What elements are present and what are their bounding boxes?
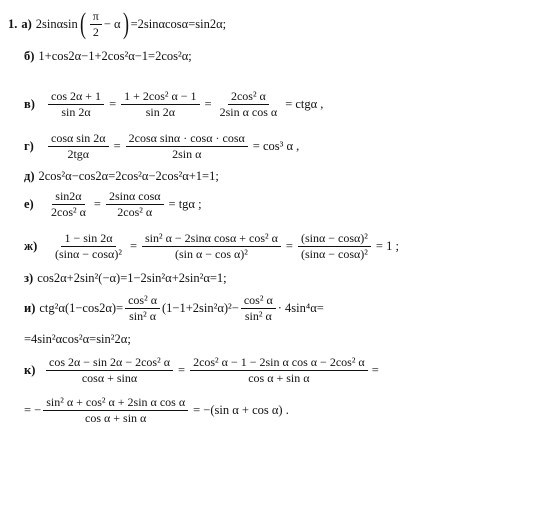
numerator: 2cos² α − 1 − 2sin α cos α − 2cos² α [190, 356, 368, 371]
numerator: cos 2α − sin 2α − 2cos² α [46, 356, 173, 371]
item-k-tail: = [371, 362, 379, 377]
numerator: sin² α + cos² α + 2sin α cos α [43, 396, 188, 411]
item-v-fraction-1 [48, 90, 104, 119]
denominator: 2sin α [172, 146, 202, 161]
denominator: sin² α [244, 308, 272, 323]
item-d [24, 166, 219, 186]
item-g-label: г) [24, 138, 34, 153]
equals-sign: = [109, 96, 117, 111]
denominator: 2cos² α [117, 204, 153, 219]
numerator: 2cosα sinα · cosα · cosα [126, 132, 248, 147]
equals-sign: = [93, 196, 101, 211]
item-b-text: 1+cos2α−1+2cos²α−1=2cos²α; [38, 48, 192, 63]
denominator: (sinα − cosα)² [55, 246, 122, 261]
item-k-result: = −(sin α + cos α) . [193, 402, 289, 417]
numerator: cos 2α + 1 [48, 90, 104, 105]
item-a-part2: =2sinαcosα=sin2α; [130, 16, 227, 31]
item-e-fraction-2 [106, 190, 164, 219]
item-i-label: и) [24, 300, 36, 315]
item-e-result: = tgα ; [168, 196, 202, 211]
right-paren: ) [122, 7, 129, 40]
item-k [24, 352, 379, 388]
item-g [24, 128, 299, 164]
item-d-text: 2cos²α−cos2α=2cos²α−2cos²α+1=1; [38, 168, 219, 183]
item-a-frac-den: 2 [92, 24, 99, 39]
item-zh-fraction-1 [52, 232, 125, 261]
item-e-label: е) [24, 196, 34, 211]
denominator: cos α + sin α [85, 410, 147, 425]
denominator: (sinα − cosα)² [300, 246, 368, 261]
item-k-lead2: = − [24, 402, 42, 417]
item-i-part2: (1−1+2sin²α)²− [161, 300, 239, 315]
equals-sign: = [129, 238, 137, 253]
item-b [24, 46, 192, 66]
denominator: sin² α [129, 308, 156, 323]
item-i-fraction-2 [241, 294, 276, 323]
numerator: cosα sin 2α [48, 132, 109, 147]
item-k-label: к) [24, 362, 36, 377]
item-a-frac-num: π [90, 10, 102, 25]
item-i-line-2 [24, 330, 131, 348]
item-zh-result: = 1 ; [375, 238, 399, 253]
equals-sign: = [113, 138, 121, 153]
item-g-fraction-2 [126, 132, 248, 161]
item-g-result: = cos³ α , [252, 138, 300, 153]
item-v-fraction-3 [217, 90, 281, 119]
item-e [24, 186, 202, 222]
item-z-text: cos2α+2sin²(−α)=1−2sin²α+2sin²α=1; [37, 270, 227, 285]
denominator: (sin α − cos α)² [174, 246, 248, 261]
item-d-label: д) [24, 168, 35, 183]
item-zh-label: ж) [24, 238, 38, 253]
numerator: (sinα − cosα)² [298, 232, 371, 247]
numerator: 2sinα cosα [106, 190, 164, 205]
item-zh [24, 226, 399, 266]
item-b-label: б) [24, 48, 35, 63]
item-z-label: з) [24, 270, 34, 285]
item-k-fraction-3 [43, 396, 188, 425]
numerator: sin2α [52, 190, 84, 205]
equals-sign: = [285, 238, 293, 253]
numerator: 1 + 2cos² α − 1 [121, 90, 199, 105]
item-e-fraction-1 [48, 190, 89, 219]
item-i-part1: ctg²α(1−cos2α)= [39, 300, 124, 315]
denominator: sin 2α [61, 104, 91, 119]
numerator: 2cos² α [228, 90, 269, 105]
item-i-line2-text: =4sin²αcos²α=sin²2α; [24, 331, 131, 346]
numerator: cos² α [125, 294, 160, 309]
item-a-fraction [90, 10, 102, 39]
equals-sign: = [178, 362, 186, 377]
item-k-fraction-2 [190, 356, 368, 385]
equals-sign: = [204, 96, 212, 111]
item-g-fraction-1 [48, 132, 109, 161]
denominator: 2sin α cos α [219, 104, 278, 119]
item-a-label: а) [21, 16, 32, 31]
item-v [24, 86, 323, 122]
item-a-minus-alpha: − α [103, 16, 121, 31]
denominator: 2cos² α [51, 204, 86, 219]
numerator: sin² α − 2sinα cosα + cos² α [142, 232, 281, 247]
numerator: cos² α [241, 294, 276, 309]
denominator: cosα + sinα [81, 370, 138, 385]
item-k-fraction-1 [46, 356, 173, 385]
left-paren: ( [79, 7, 86, 40]
item-a-part1: 2sinαsin [35, 16, 78, 31]
item-i-fraction-1 [125, 294, 160, 323]
item-v-fraction-2 [121, 90, 199, 119]
item-a [8, 6, 226, 42]
denominator: 2tgα [67, 146, 90, 161]
item-z [24, 268, 227, 288]
item-zh-fraction-3 [298, 232, 371, 261]
denominator: cos α + sin α [248, 370, 310, 385]
problem-number: 1. [8, 16, 18, 31]
item-zh-fraction-2 [142, 232, 281, 261]
item-i-part3: · 4sin⁴α= [277, 300, 324, 315]
item-k-line-2 [24, 392, 289, 428]
denominator: sin 2α [145, 104, 175, 119]
item-v-label: в) [24, 96, 35, 111]
item-v-result: = ctgα , [285, 96, 324, 111]
numerator: 1 − sin 2α [61, 232, 115, 247]
item-i [24, 290, 324, 326]
